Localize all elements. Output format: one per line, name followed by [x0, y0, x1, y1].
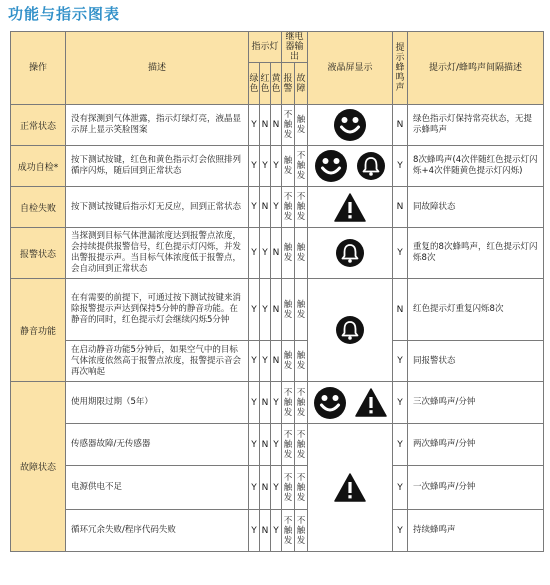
red-cell: Y	[260, 341, 271, 382]
beep-cell: Y	[393, 382, 408, 424]
yellow-cell: N	[271, 228, 282, 279]
op-cell: 静音功能	[11, 279, 66, 382]
lcd-cell	[308, 382, 393, 424]
header-relay: 继电器输出	[282, 32, 308, 63]
fault-cell	[295, 228, 308, 279]
beep-cell: N	[393, 279, 408, 341]
interval-cell: 8次蜂鸣声(4次伴随红色提示灯闪烁+4次伴随黄色提示灯闪烁)	[408, 146, 544, 187]
fault-cell	[295, 510, 308, 552]
fault-value: 不触发	[296, 192, 306, 222]
green-cell: Y	[249, 424, 260, 466]
fault-cell	[295, 466, 308, 510]
op-cell: 报警状态	[11, 228, 66, 279]
warning-icon	[355, 388, 387, 417]
alarm-cell	[282, 228, 295, 279]
yellow-cell: N	[271, 105, 282, 146]
fault-value: 不触发	[296, 151, 306, 181]
desc-cell: 循环冗余失败/程序代码失败	[66, 510, 249, 552]
alarm-value: 不触发	[283, 429, 293, 460]
fault-value: 不触发	[296, 387, 306, 418]
green-cell: Y	[249, 466, 260, 510]
table-row	[11, 146, 544, 187]
alarm-value: 不触发	[283, 515, 293, 546]
alarm-value: 触发	[283, 299, 293, 320]
interval-cell: 一次蜂鸣声/分钟	[408, 466, 544, 510]
interval-cell: 重复的8次蜂鸣声，红色提示灯闪烁8次	[408, 228, 544, 279]
yellow-cell: Y	[271, 146, 282, 187]
fault-value: 触发	[296, 351, 306, 371]
alarm-cell	[282, 382, 295, 424]
red-cell: Y	[260, 146, 271, 187]
alarm-value: 不触发	[283, 472, 293, 503]
op-cell: 正常状态	[11, 105, 66, 146]
alarm-cell	[282, 341, 295, 382]
red-cell: N	[260, 424, 271, 466]
green-cell: Y	[249, 279, 260, 341]
interval-cell: 三次蜂鸣声/分钟	[408, 382, 544, 424]
red-cell: N	[260, 382, 271, 424]
lcd-cell	[308, 228, 393, 279]
table-row	[11, 279, 544, 341]
table-row	[11, 510, 544, 552]
beep-cell: Y	[393, 341, 408, 382]
bell-icon	[335, 315, 365, 345]
interval-cell: 红色提示灯重复闪烁8次	[408, 279, 544, 341]
green-cell: Y	[249, 382, 260, 424]
alarm-cell	[282, 105, 295, 146]
alarm-value: 不触发	[283, 387, 293, 418]
red-cell: Y	[260, 228, 271, 279]
beep-cell: Y	[393, 228, 408, 279]
green-cell: Y	[249, 510, 260, 552]
beep-cell: Y	[393, 510, 408, 552]
red-cell: N	[260, 466, 271, 510]
smiley-icon	[314, 149, 348, 183]
table-row	[11, 466, 544, 510]
desc-cell: 按下测试按键，红色和黄色指示灯会依照排列循序闪烁，随后回到正常状态	[66, 146, 249, 187]
warning-icon	[334, 473, 366, 502]
beep-cell: Y	[393, 146, 408, 187]
smiley-icon	[313, 386, 347, 420]
header-fault: 故障	[295, 63, 308, 105]
smiley-icon	[333, 108, 367, 142]
lcd-icons	[308, 108, 392, 142]
bell-icon	[335, 238, 365, 268]
alarm-cell	[282, 279, 295, 341]
lcd-icons	[308, 315, 392, 345]
yellow-cell: N	[271, 341, 282, 382]
table-row	[11, 228, 544, 279]
alarm-cell	[282, 510, 295, 552]
lcd-cell	[308, 146, 393, 187]
lcd-cell	[308, 279, 393, 382]
green-cell: Y	[249, 187, 260, 228]
interval-cell: 绿色指示灯保持常亮状态，无提示蜂鸣声	[408, 105, 544, 146]
alarm-value: 触发	[283, 351, 293, 371]
beep-cell: N	[393, 105, 408, 146]
yellow-cell: Y	[271, 510, 282, 552]
desc-cell: 电源供电不足	[66, 466, 249, 510]
op-cell: 成功自检*	[11, 146, 66, 187]
lcd-icons	[308, 149, 392, 183]
fault-cell	[295, 187, 308, 228]
lcd-icons	[308, 193, 392, 222]
header-alarm: 报警	[282, 63, 295, 105]
alarm-cell	[282, 146, 295, 187]
alarm-value: 不触发	[283, 110, 293, 140]
interval-cell: 持续蜂鸣声	[408, 510, 544, 552]
interval-cell: 两次蜂鸣声/分钟	[408, 424, 544, 466]
fault-value: 不触发	[296, 429, 306, 460]
header-yellow: 黄色	[271, 63, 282, 105]
desc-cell: 使用期限过期（5年）	[66, 382, 249, 424]
fault-value: 触发	[296, 115, 306, 135]
alarm-value: 触发	[283, 243, 293, 263]
beep-cell: Y	[393, 466, 408, 510]
alarm-value: 触发	[283, 156, 293, 176]
table-row	[11, 341, 544, 382]
green-cell: Y	[249, 105, 260, 146]
fault-value: 不触发	[296, 472, 306, 503]
alarm-cell	[282, 424, 295, 466]
table-row	[11, 105, 544, 146]
lcd-cell	[308, 424, 393, 552]
header-desc: 描述	[66, 32, 249, 105]
table-row	[11, 424, 544, 466]
yellow-cell: Y	[271, 187, 282, 228]
yellow-cell: N	[271, 279, 282, 341]
beep-cell: Y	[393, 424, 408, 466]
fault-cell	[295, 382, 308, 424]
header-op: 操作	[11, 32, 66, 105]
alarm-cell	[282, 187, 295, 228]
lcd-icons	[308, 473, 392, 502]
fault-cell	[295, 424, 308, 466]
green-cell: Y	[249, 146, 260, 187]
desc-cell: 没有探测到气体泄露，指示灯绿灯亮，液晶显示屏上显示笑脸图案	[66, 105, 249, 146]
header-green: 绿色	[249, 63, 260, 105]
alarm-value: 不触发	[283, 192, 293, 222]
warning-icon	[334, 193, 366, 222]
fault-value: 触发	[296, 243, 306, 263]
fault-cell	[295, 279, 308, 341]
lcd-icons	[308, 238, 392, 268]
lcd-icons	[308, 386, 392, 420]
bell-icon	[356, 151, 386, 181]
op-cell: 故障状态	[11, 382, 66, 552]
beep-cell: N	[393, 187, 408, 228]
fault-cell	[295, 341, 308, 382]
lcd-cell	[308, 105, 393, 146]
fault-value: 触发	[296, 299, 306, 320]
fault-cell	[295, 105, 308, 146]
desc-cell: 按下测试按键后指示灯无反应，回到正常状态	[66, 187, 249, 228]
page-title: 功能与指示图表	[8, 5, 121, 23]
function-indicator-table	[10, 31, 544, 552]
green-cell: Y	[249, 228, 260, 279]
header-lcd: 液晶屏显示	[308, 32, 393, 105]
fault-cell	[295, 146, 308, 187]
interval-cell: 同故障状态	[408, 187, 544, 228]
table-row	[11, 187, 544, 228]
red-cell: N	[260, 105, 271, 146]
lcd-cell	[308, 187, 393, 228]
desc-cell: 在有需要的前提下，可通过按下测试按键来消除报警提示声达到保持5分钟的静音功能。在静音的同时，红色提示灯会继续闪烁5分钟	[66, 279, 249, 341]
interval-cell: 同报警状态	[408, 341, 544, 382]
desc-cell: 传感器故障/无传感器	[66, 424, 249, 466]
header-interval: 提示灯/蜂鸣声间隔描述	[408, 32, 544, 105]
fault-value: 不触发	[296, 515, 306, 546]
red-cell: Y	[260, 279, 271, 341]
header-beep: 提示蜂鸣声	[393, 32, 408, 105]
red-cell: N	[260, 510, 271, 552]
table-row	[11, 382, 544, 424]
yellow-cell: Y	[271, 382, 282, 424]
desc-cell: 在启动静音功能5分钟后，如果空气中的目标气体浓度依然高于报警点浓度，报警提示音会再次响起	[66, 341, 249, 382]
header-red: 红色	[260, 63, 271, 105]
desc-cell: 当探测到目标气体泄漏浓度达到报警点浓度，会持续提供报警信号，红色提示灯闪烁，并发出警报提示声。当目标气体浓度低于报警点，会自动回到正常状态	[66, 228, 249, 279]
alarm-cell	[282, 466, 295, 510]
yellow-cell: Y	[271, 466, 282, 510]
red-cell: N	[260, 187, 271, 228]
yellow-cell: Y	[271, 424, 282, 466]
header-indicator: 指示灯	[249, 32, 282, 63]
green-cell: Y	[249, 341, 260, 382]
op-cell: 自检失败	[11, 187, 66, 228]
